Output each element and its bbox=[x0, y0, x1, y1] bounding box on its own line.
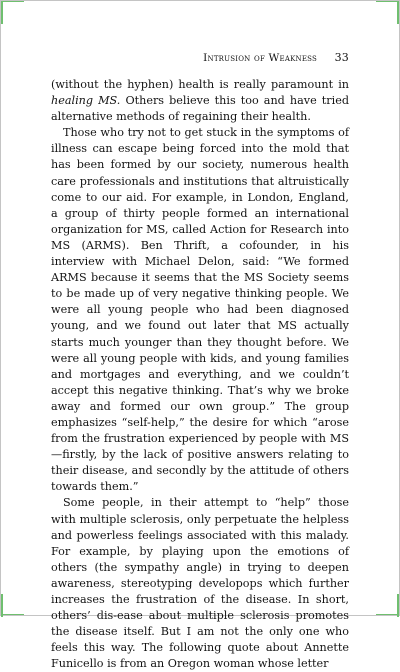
crop-mark bbox=[1, 614, 24, 615]
crop-mark bbox=[376, 614, 399, 615]
italic-phrase: healing MS. bbox=[51, 94, 121, 108]
paragraph-continued bbox=[51, 77, 349, 125]
crop-mark bbox=[1, 1, 3, 24]
paragraph-text: Others believe this too and have tried alternative methods of regaining their health. bbox=[51, 94, 349, 124]
page-number: 33 bbox=[334, 51, 349, 64]
paragraph: Those who try not to get stuck in the symptoms of illness can escape being forced into the mold that has been formed by our society, numerous health care professionals and institutions that altruistically come to our aid. For example, in London, England, a group of thirty people formed an international organization for MS, called Action for Research into MS (ARMS). Ben Thrift, a cofounder, in his interview with Michael Delon, said: “We formed ARMS because it seems that the MS Society seems to be made up of very negative thinking people. We were all young people who had been diagnosed young, and we found out later that MS actually starts much younger than they thought before. We were all young people with kids, and young families and mortgages and everything, and we couldn’t accept this negative thinking. That’s why we broke away and formed our own group.” The group emphasizes “self-help,” the desire for which “arose from the frustration experienced by people with MS—firstly, by the lack of positive answers relating to their disease, and secondly by the attitude of others towards them.” bbox=[51, 126, 349, 494]
running-title: Intrusion of Weakness bbox=[203, 52, 318, 64]
paragraph-text: (without the hyphen) health is really paramount in bbox=[51, 78, 349, 91]
crop-mark bbox=[1, 1, 24, 2]
crop-mark bbox=[397, 1, 399, 24]
crop-mark bbox=[376, 1, 399, 2]
paragraph: Some people, in their attempt to “help” those with multiple sclerosis, only perpetuate the helpless and powerless feelings associated with this malady. For example, by playing upon the emotions of others (the sympathy angle) in trying to deepen awareness, stereotyping developops which further increases the frustration of the disease. In short, others’ dis-ease about multiple sclerosis promotes the disease itself. But I am not the only one who feels this way. The following quote about Annette Funicello is from an Oregon woman whose letter bbox=[51, 496, 349, 671]
running-head bbox=[51, 51, 349, 64]
body-text bbox=[51, 77, 349, 672]
